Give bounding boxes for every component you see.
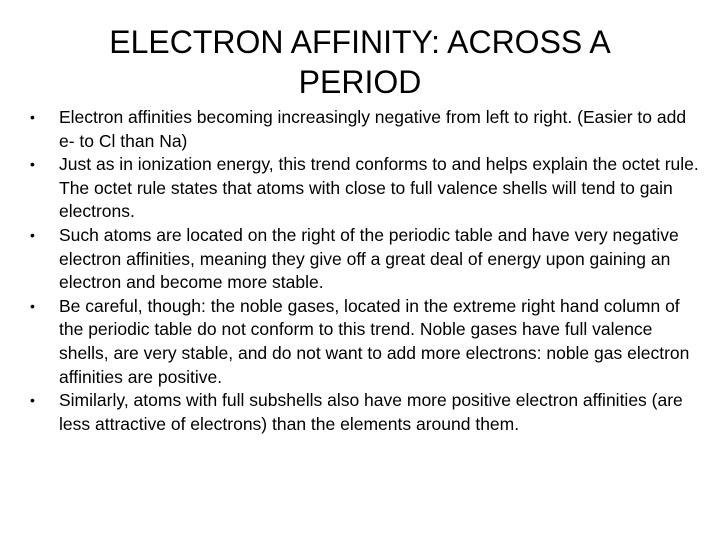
- bullet-dot-icon: •: [30, 156, 35, 173]
- bullet-list: [0, 106, 700, 436]
- bullet-text: Similarly, atoms with full subshells also have more positive electron affinities (are less attractive of electrons) than the elements around them.: [59, 390, 683, 434]
- bullet-text: Such atoms are located on the right of the periodic table and have very negative electron affinities, meaning they give off a great deal of energy upon gaining an electron and become more stable.: [59, 224, 679, 293]
- bullet-item: [0, 153, 700, 224]
- bullet-item: [0, 389, 700, 436]
- bullet-item: [0, 106, 700, 153]
- slide-title: ELECTRON AFFINITY: ACROSS A PERIOD: [109, 24, 611, 100]
- bullet-dot-icon: •: [30, 297, 35, 314]
- bullet-dot-icon: •: [30, 109, 35, 125]
- bullet-text: Electron affinities becoming increasingly negative from left to right. (Easier to add e- to Cl than Na): [59, 107, 687, 151]
- bullet-item: [0, 224, 700, 295]
- bullet-dot-icon: •: [30, 392, 35, 409]
- bullet-text: Be careful, though: the noble gases, located in the extreme right hand column of the periodic table do not conform to this trend. Noble gases have full valence shells, are very stable, and do not want to add more electrons: noble gas electron affinities are positive.: [59, 295, 690, 387]
- bullet-item: [0, 295, 700, 389]
- bullet-dot-icon: •: [30, 226, 35, 243]
- bullet-text: Just as in ionization energy, this trend conforms to and helps explain the octet rule. The octet rule states that atoms with close to full valence shells will tend to gain electrons.: [59, 154, 699, 222]
